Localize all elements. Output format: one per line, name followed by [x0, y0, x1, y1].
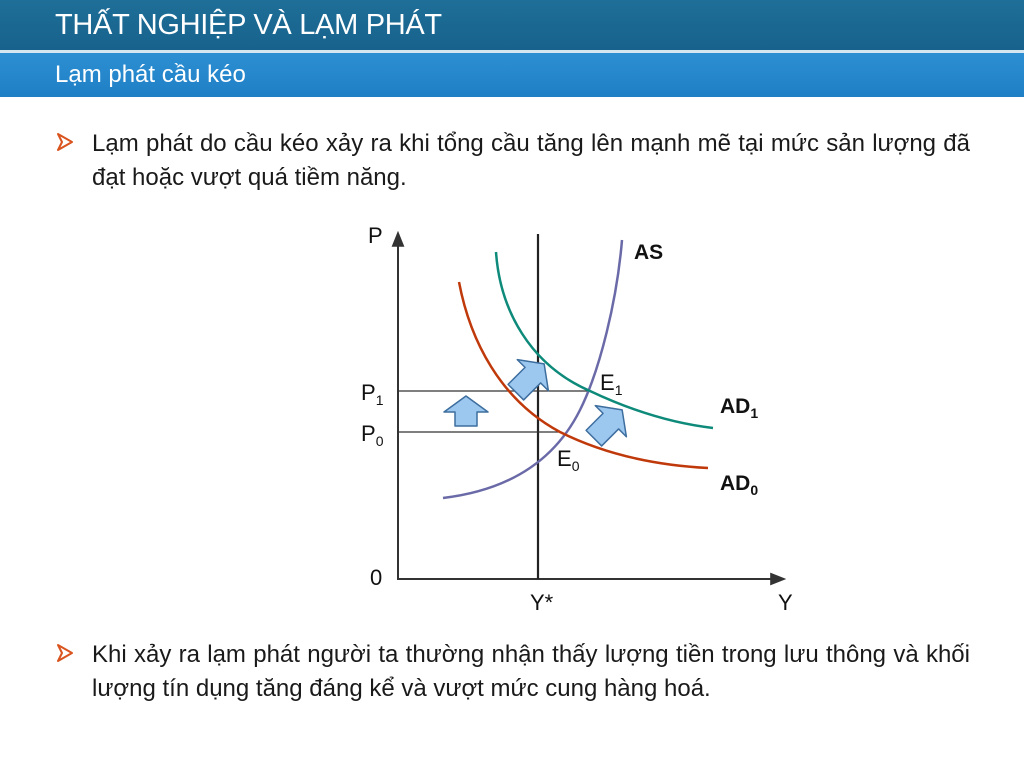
- as-label: AS: [634, 241, 664, 264]
- arrowhead-bullet-icon: [55, 643, 75, 663]
- bullet-text-2: Khi xảy ra lạm phát người ta thường nhận thấy lượng tiền trong lưu thông và khối lượng tín dụng tăng đáng kể và vượt mức cung hàng hoá.: [92, 641, 970, 702]
- ad1-label: $AD_1$: [720, 395, 759, 421]
- price-rise-arrow-icon: [444, 396, 488, 426]
- axis-y-label: P: [368, 223, 383, 248]
- bullet-item-2: [55, 638, 970, 706]
- bullet-text-1: Lạm phát do cầu kéo xảy ra khi tổng cầu tăng lên mạnh mẽ tại mức sản lượng đã đạt hoặc vượt quá tiềm năng.: [92, 130, 970, 191]
- ad0-label: $AD_0$: [720, 472, 759, 498]
- axis-x-label: Y: [778, 590, 793, 615]
- potential-output-label: Y*: [530, 590, 554, 615]
- e0-label: $E_0$: [557, 446, 580, 474]
- e1-label: $E_1$: [600, 370, 623, 398]
- ad-shift-arrow-icon: [500, 348, 559, 407]
- p1-label: $P_1$: [361, 380, 384, 408]
- slide-title: THẤT NGHIỆP VÀ LẠM PHÁT: [55, 9, 442, 41]
- slide-subtitle: Lạm phát cầu kéo: [55, 61, 246, 88]
- ad0-curve: [459, 282, 708, 468]
- origin-label: 0: [370, 565, 383, 590]
- p0-label: $P_0$: [361, 421, 384, 449]
